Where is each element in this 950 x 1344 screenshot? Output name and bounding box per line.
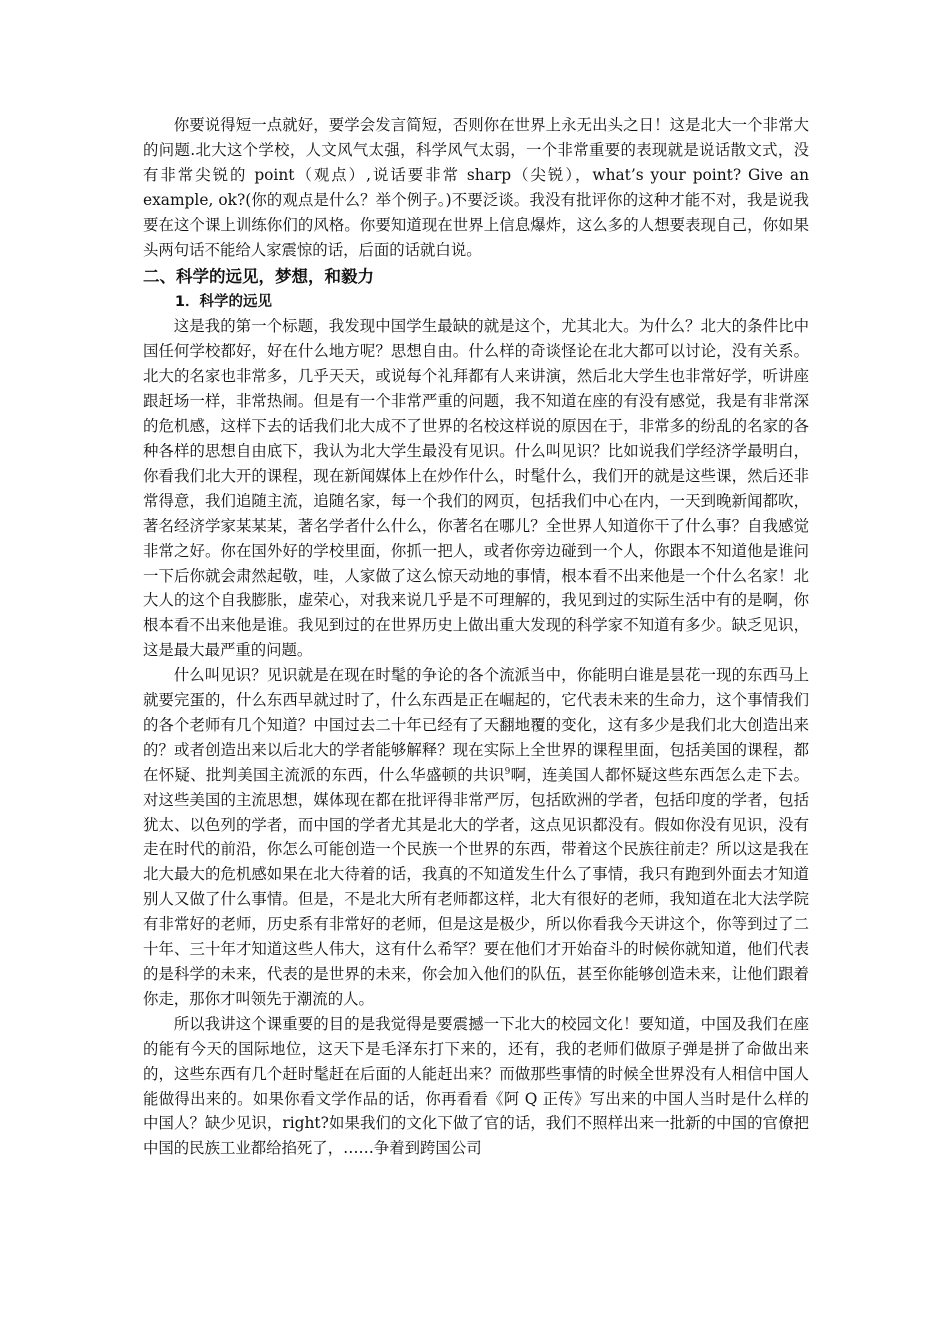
paragraph-2-text-end: 啊，连美国人都怀疑这些东西怎么走下去。对这些美国的主流思想，媒体现在都在批评得非常严厉，包括欧洲的学者，包括印度的学者，包括犹太、以色列的学者，而中国的学者尤其是北大的学者，这点见识都没有。假如你没有见识，没有走在时代的前沿，你怎么可能创造一个民族一个世界的东西，带着这个民族往前走？所以这是我在北大最大的危机感如果在北大待着的话，我真的不知道发生什么了事情，我只有跑到外面去才知道别人又做了什么事情。但是，不是北大所有老师都这样，北大有很好的老师，我知道在北大法学院有非常好的老师，历史系有非常好的老师，但是这是极少，所以你看我今天讲这个，你等到过了二十年、三十年才知道这些人伟大，这有什么希罕？要在他们才开始奋斗的时候你就知道，他们代表的是科学的未来，代表的是世界的未来，你会加入他们的队伍，甚至你能够创造未来，让他们跟着你走，那你才叫领先于潮流的人。 [143, 765, 809, 1008]
section-heading: 二、科学的远见，梦想，和毅力 [143, 267, 374, 287]
body-paragraph-3: 所以我讲这个课重要的目的是我觉得是要震撼一下北大的校园文化！要知道，中国及我们在座的能有今天的国际地位，这天下是毛泽东打下来的，还有，我的老师们做原子弹是拼了命做出来的，这些东西有几个赶时髦赶在后面的人能赶出来？而做那些事情的时候全世界没有人相信中国人能做得出来的。如果你看文学作品的话，你再看看《阿 Q 正传》写出来的中国人当时是什么样的中国人？缺少见识，right?如果我们的文化下做了官的话，我们不照样出来一批新的中国的官僚把中国的民族工业都给掐死了，……争着到跨国公司 [143, 1014, 809, 1158]
intro-paragraph: 你要说得短一点就好，要学会发言简短，否则你在世界上永无出头之日！这是北大一个非常大的问题.北大这个学校，人文风气太强，科学风气太弱，一个非常重要的表现就是说话散文式，没有非常尖锐的 point（观点）,说话要非常 sharp（尖锐），what’s your point? Give an example, ok?(你的观点是什么？举个例子。)不要泛谈。我没有批评你的这种才能不对，我是说我要在这个课上训练你们的风格。你要知道现在世界上信息爆炸，这么多的人想要表现自己，你如果头两句话不能给人家震惊的话，后面的话就白说。 [143, 116, 809, 259]
subsection-heading: 1．科学的远见 [174, 294, 272, 311]
document-page [143, 113, 809, 1161]
body-paragraph-1: 这是我的第一个标题，我发现中国学生最缺的就是这个，尤其北大。为什么？北大的条件比中国任何学校都好，好在什么地方呢？思想自由。什么样的奇谈怪论在北大都可以讨论，没有关系。北大的名家也非常多，几乎天天，或说每个礼拜都有人来讲演，然后北大学生也非常好学，听讲座跟赶场一样，非常热闹。但是有一个非常严重的问题，我不知道在座的有没有感觉，我是有非常深的危机感，这样下去的话我们北大成不了世界的名校这样说的原因在于，非常多的纷乱的名家的各种各样的思想自由底下，我认为北大学生最没有见识。什么叫见识？比如说我们学经济学最明白，你看我们北大开的课程，现在新闻媒体上在炒作什么，时髦什么，我们开的就是这些课，然后还非常得意，我们追随主流，追随名家，每一个我们的网页，包括我们中心在内，一天到晚新闻都吹，著名经济学家某某某，著名学者什么什么，你著名在哪儿？全世界人知道你干了什么事？自我感觉非常之好。你在国外好的学校里面，你抓一把人，或者你旁边碰到一个人，你跟本不知道他是谁问一下后你就会肃然起敬，哇，人家做了这么惊天动地的事情，根本看不出来他是一个什么名家！北大人的这个自我膨胀，虚荣心，对我来说几乎是不可理解的，我见到过的实际生活中有的是啊，你根本看不出来他是谁。我见到过的在世界历史上做出重大发现的科学家不知道有多少。缺乏见识，这是最大最严重的问题。 [143, 317, 809, 660]
footnote-marker: 9 [504, 766, 511, 777]
paragraph-2-text-start: 什么叫见识？见识就是在现在时髦的争论的各个流派当中，你能明白谁是昙花一现的东西马上就要完蛋的，什么东西早就过时了，什么东西是正在崛起的，它代表未来的生命力，这个事情我们的各个老师有几个知道？中国过去二十年已经有了天翻地覆的变化，这有多少是我们北大创造出来的？或者创造出来以后北大的学者能够解释？现在实际上全世界的课程里面，包括美国的课程，都在怀疑、批判美国主流派的东西，什么华盛顿的共识 [143, 666, 809, 784]
body-paragraph-2 [143, 663, 809, 1012]
